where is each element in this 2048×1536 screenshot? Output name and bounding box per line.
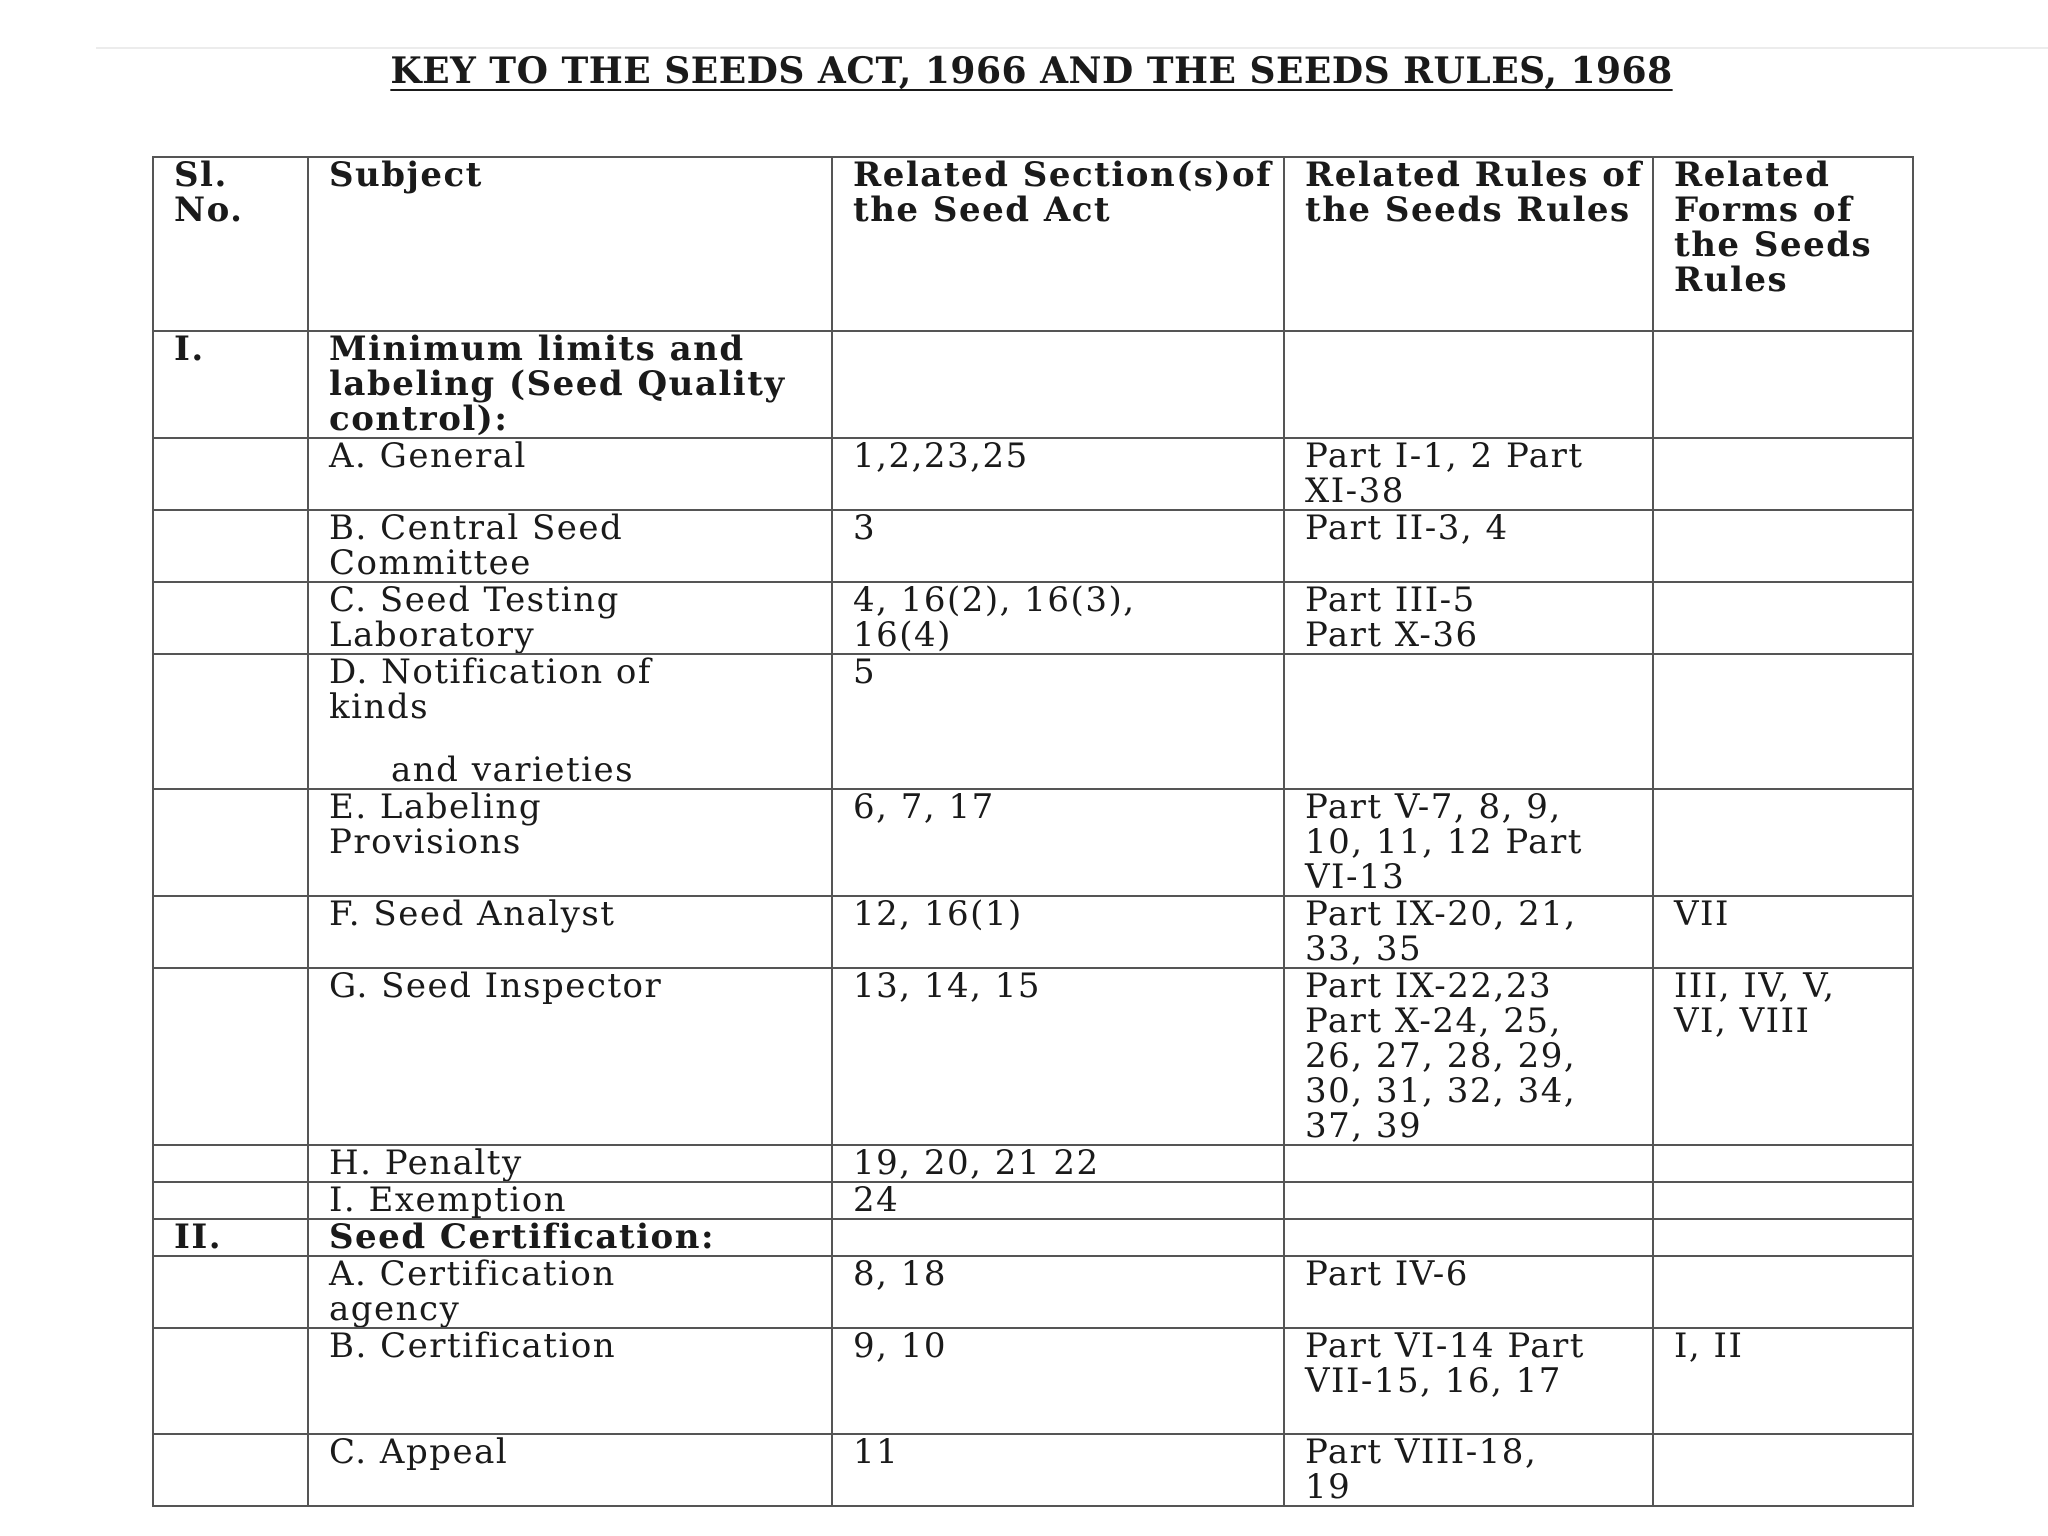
header-related-forms: Related Forms of the Seeds Rules — [1653, 157, 1913, 331]
subject-cell: E. Labeling Provisions — [308, 789, 832, 896]
subject-cell: F. Seed Analyst — [308, 896, 832, 968]
subject-continuation: and varieties — [391, 750, 635, 789]
rules-cell: Part III-5 Part X-36 — [1284, 582, 1653, 654]
rules-cell: Part IX-22,23 Part X-24, 25, 26, 27, 28, 29, 30, 31, 32, 34, 37, 39 — [1284, 968, 1653, 1145]
rules-cell: Part II-3, 4 — [1284, 510, 1653, 582]
subject-cell: Seed Certification: — [308, 1219, 832, 1256]
rules-cell: Part IX-20, 21, 33, 35 — [1284, 896, 1653, 968]
header-subject: Subject — [308, 157, 832, 331]
sections-cell: 6, 7, 17 — [832, 789, 1284, 896]
forms-cell: III, IV, V, VI, VIII — [1653, 968, 1913, 1145]
forms-cell: VII — [1653, 896, 1913, 968]
rules-cell — [1284, 654, 1653, 789]
table-row — [153, 582, 1913, 654]
sections-cell — [832, 1219, 1284, 1256]
forms-cell: I, II — [1653, 1328, 1913, 1434]
header-row — [153, 157, 1913, 331]
header-related-sections: Related Section(s)of the Seed Act — [832, 157, 1284, 331]
subject-cell: A. Certification agency — [308, 1256, 832, 1328]
sections-cell: 11 — [832, 1434, 1284, 1506]
subject-cell: C. Appeal — [308, 1434, 832, 1506]
sections-cell: 24 — [832, 1182, 1284, 1219]
sections-cell — [832, 331, 1284, 438]
table-row — [153, 1256, 1913, 1328]
header-related-rules: Related Rules of the Seeds Rules — [1284, 157, 1653, 331]
sl-no-cell: II. — [153, 1219, 308, 1256]
rules-cell — [1284, 1219, 1653, 1256]
table-row — [153, 789, 1913, 896]
sl-no-cell — [153, 1182, 308, 1219]
sections-cell: 4, 16(2), 16(3), 16(4) — [832, 582, 1284, 654]
forms-cell — [1653, 1434, 1913, 1506]
subject-cell: B. Certification — [308, 1328, 832, 1434]
subject-cell: B. Central Seed Committee — [308, 510, 832, 582]
top-divider — [96, 47, 2048, 49]
forms-cell — [1653, 1219, 1913, 1256]
subject-cell: G. Seed Inspector — [308, 968, 832, 1145]
sl-no-cell: I. — [153, 331, 308, 438]
table-row — [153, 1328, 1913, 1434]
rules-cell — [1284, 331, 1653, 438]
table-row — [153, 1145, 1913, 1182]
forms-cell — [1653, 1182, 1913, 1219]
sections-cell: 19, 20, 21 22 — [832, 1145, 1284, 1182]
sl-no-cell — [153, 1256, 308, 1328]
forms-cell — [1653, 1145, 1913, 1182]
forms-cell — [1653, 331, 1913, 438]
subject-text: D. Notification of kinds — [329, 654, 652, 727]
sl-no-cell — [153, 438, 308, 510]
header-sl-no: Sl. No. — [153, 157, 308, 331]
forms-cell — [1653, 510, 1913, 582]
sl-no-cell — [153, 789, 308, 896]
rules-cell: Part VI-14 Part VII-15, 16, 17 — [1284, 1328, 1653, 1434]
forms-cell — [1653, 438, 1913, 510]
subject-cell: H. Penalty — [308, 1145, 832, 1182]
sections-cell: 8, 18 — [832, 1256, 1284, 1328]
table-row — [153, 331, 1913, 438]
forms-cell — [1653, 1256, 1913, 1328]
table-row — [153, 438, 1913, 510]
sections-cell: 12, 16(1) — [832, 896, 1284, 968]
rules-cell: Part IV-6 — [1284, 1256, 1653, 1328]
sl-no-cell — [153, 1145, 308, 1182]
document-title: KEY TO THE SEEDS ACT, 1966 AND THE SEEDS RULES, 1968 — [390, 50, 1673, 92]
sl-no-cell — [153, 510, 308, 582]
subject-cell: A. General — [308, 438, 832, 510]
sections-cell: 3 — [832, 510, 1284, 582]
sections-cell: 5 — [832, 654, 1284, 789]
subject-cell: I. Exemption — [308, 1182, 832, 1219]
table-row — [153, 1219, 1913, 1256]
subject-cell: C. Seed Testing Laboratory — [308, 582, 832, 654]
sl-no-cell — [153, 582, 308, 654]
table-row — [153, 1434, 1913, 1506]
sl-no-cell — [153, 1434, 308, 1506]
key-table — [152, 156, 1914, 1507]
table-row — [153, 896, 1913, 968]
sections-cell: 13, 14, 15 — [832, 968, 1284, 1145]
sl-no-cell — [153, 1328, 308, 1434]
rules-cell: Part I-1, 2 Part XI-38 — [1284, 438, 1653, 510]
table-row — [153, 968, 1913, 1145]
rules-cell: Part VIII-18, 19 — [1284, 1434, 1653, 1506]
subject-cell — [308, 654, 832, 789]
spacer — [329, 725, 741, 753]
sl-no-cell — [153, 968, 308, 1145]
rules-cell — [1284, 1145, 1653, 1182]
rules-cell — [1284, 1182, 1653, 1219]
sl-no-cell — [153, 896, 308, 968]
sections-cell: 1,2,23,25 — [832, 438, 1284, 510]
rules-cell: Part V-7, 8, 9, 10, 11, 12 Part VI-13 — [1284, 789, 1653, 896]
subject-cell: Minimum limits and labeling (Seed Quality control): — [308, 331, 832, 438]
table-row — [153, 1182, 1913, 1219]
forms-cell — [1653, 789, 1913, 896]
sl-no-cell — [153, 654, 308, 789]
table-row — [153, 510, 1913, 582]
sections-cell: 9, 10 — [832, 1328, 1284, 1434]
forms-cell — [1653, 582, 1913, 654]
forms-cell — [1653, 654, 1913, 789]
table-row — [153, 654, 1913, 789]
